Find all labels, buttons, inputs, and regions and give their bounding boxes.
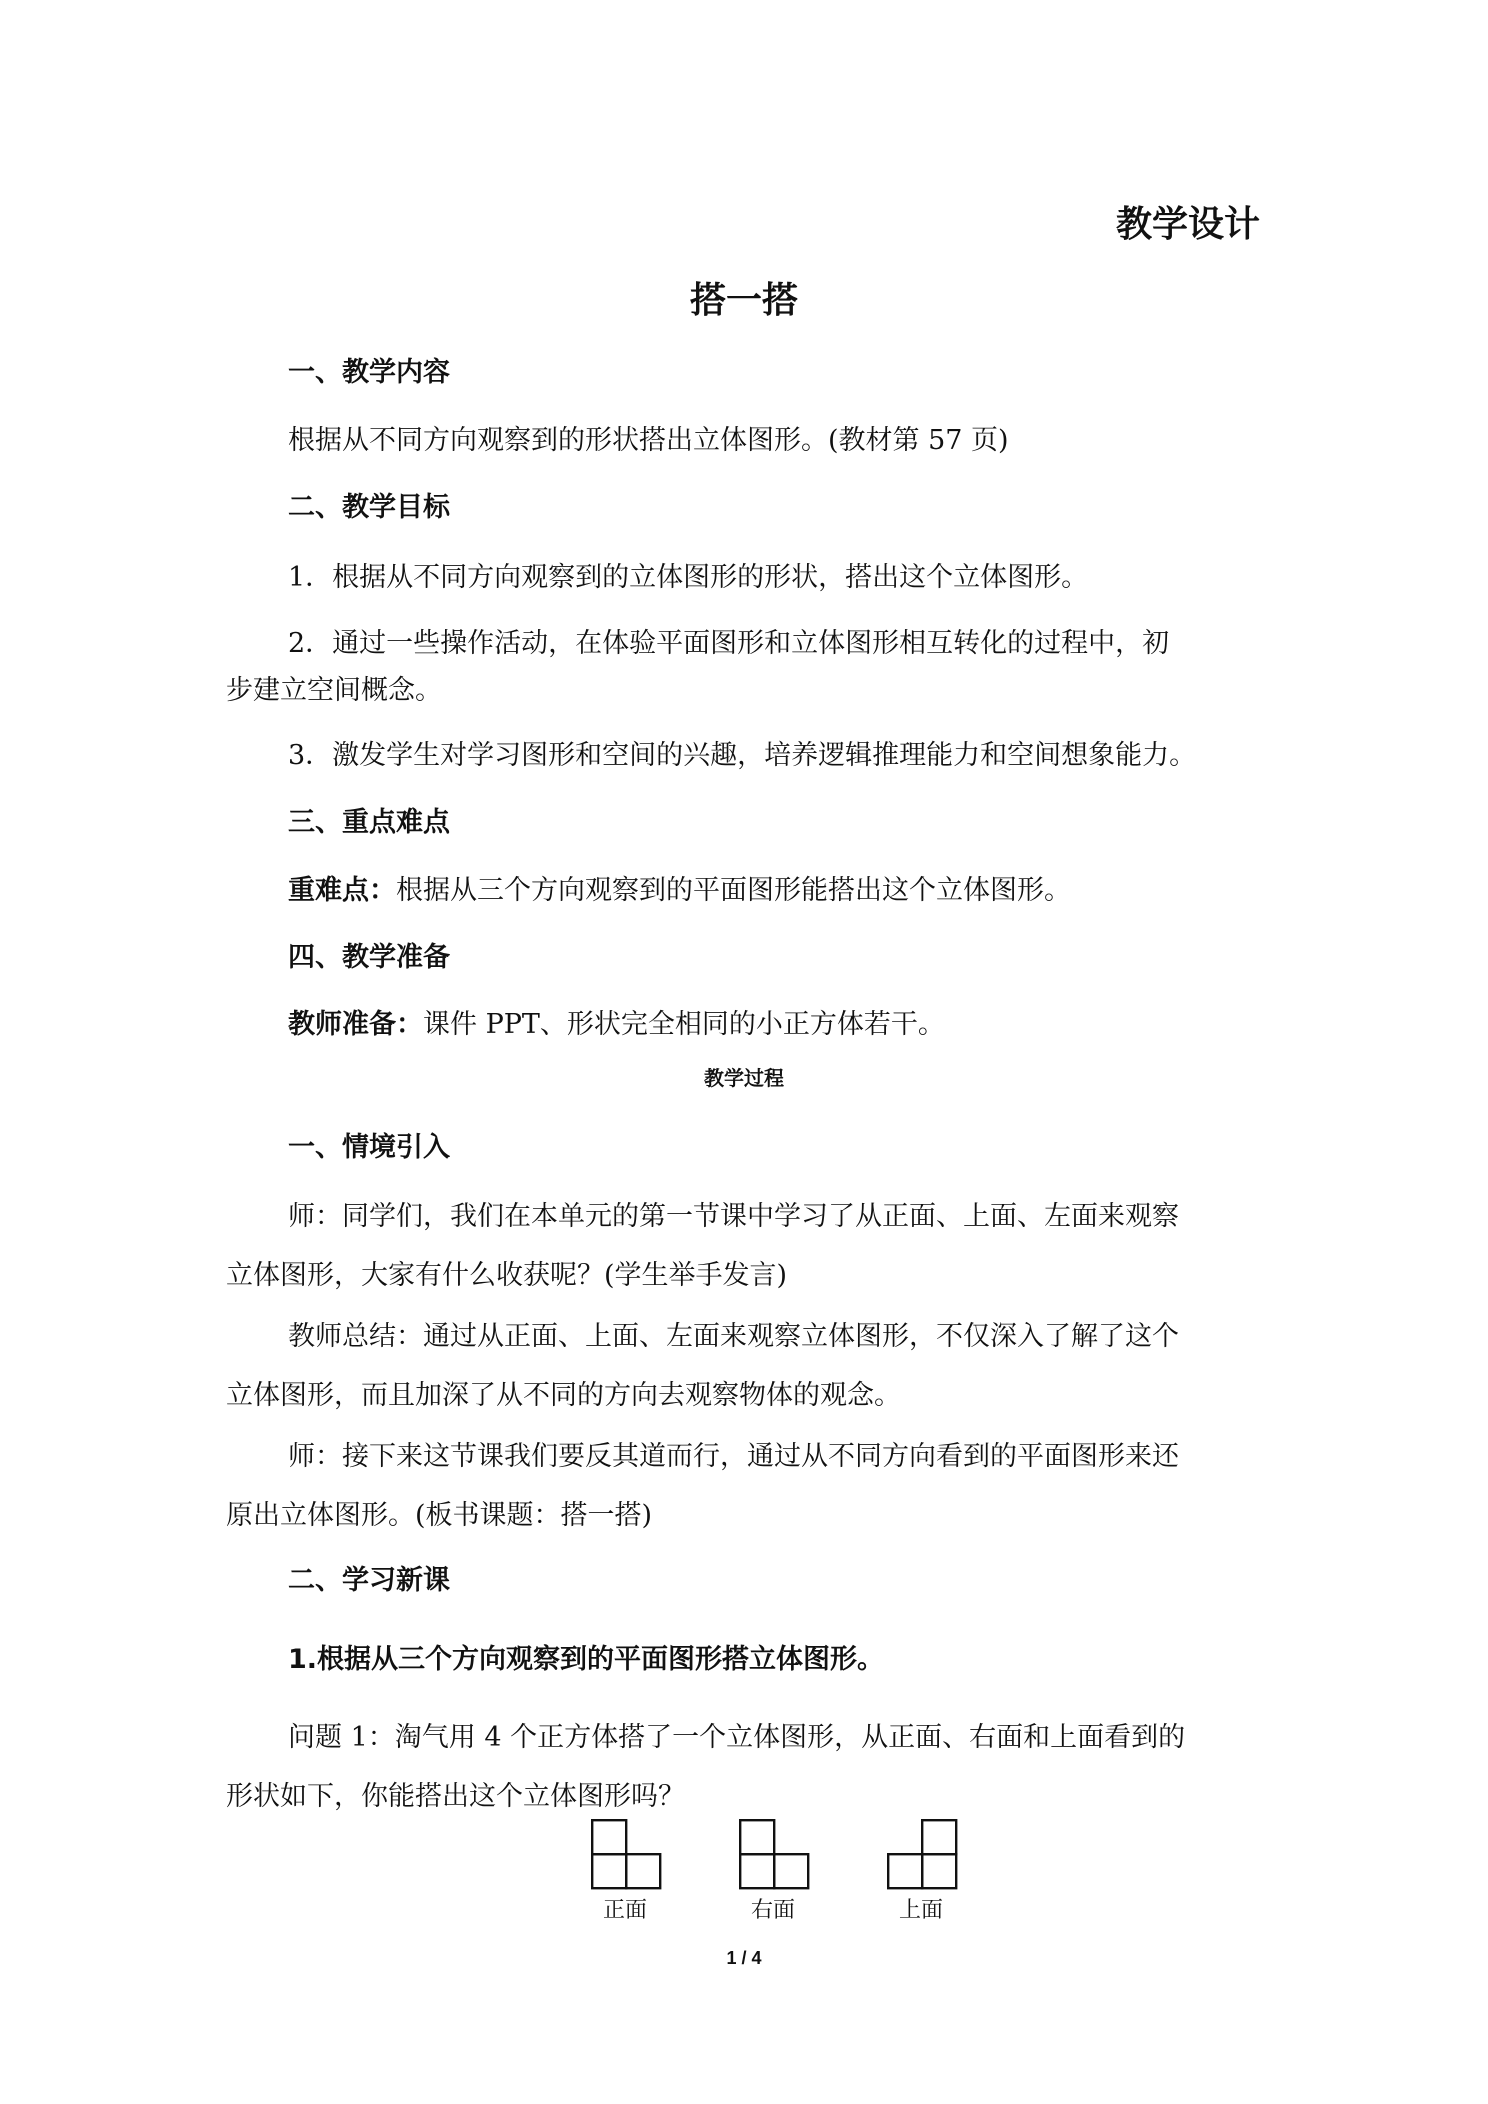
key-points-body (288, 868, 1071, 907)
intro-line-4: 立体图形，而且加深了从不同的方向去观察物体的观念。 (226, 1380, 901, 1411)
section-heading-preparation: 四、教学准备 (288, 942, 450, 973)
front-view-label: 正面 (602, 1898, 647, 1923)
top-view-label: 上面 (898, 1898, 943, 1923)
intro-line-2: 立体图形，大家有什么收获呢？(学生举手发言) (226, 1260, 788, 1291)
right-view-figure (739, 1819, 811, 1891)
page-number: 1 / 4 (726, 1948, 762, 1968)
key-points-text: 根据从三个方向观察到的平面图形能搭出这个立体图形。 (396, 875, 1071, 906)
process-title: 教学过程 (704, 1066, 784, 1090)
preparation-text: 课件 PPT、形状完全相同的小正方体若干。 (423, 1009, 945, 1040)
preparation-body (288, 1002, 945, 1041)
section-body-content: 根据从不同方向观察到的形状搭出立体图形。(教材第 57 页) (288, 425, 1009, 456)
part-heading-intro: 一、情境引入 (288, 1132, 450, 1163)
intro-line-5: 师：接下来这节课我们要反其道而行，通过从不同方向看到的平面图形来还 (288, 1441, 1179, 1472)
top-view-figure (887, 1819, 959, 1891)
right-view-label: 右面 (750, 1898, 795, 1923)
goal-item-2: 2．通过一些操作活动，在体验平面图形和立体图形相互转化的过程中，初 (288, 628, 1170, 659)
problem-line-2: 形状如下，你能搭出这个立体图形吗？ (226, 1781, 685, 1812)
intro-line-6: 原出立体图形。(板书课题：搭一搭) (226, 1500, 653, 1531)
preparation-lead: 教师准备： (288, 1009, 423, 1040)
goal-item-1: 1．根据从不同方向观察到的立体图形的形状，搭出这个立体图形。 (288, 562, 1089, 593)
intro-line-3: 教师总结：通过从正面、上面、左面来观察立体图形，不仅深入了解了这个 (288, 1321, 1179, 1352)
intro-line-1: 师：同学们，我们在本单元的第一节课中学习了从正面、上面、左面来观察 (288, 1201, 1179, 1232)
key-points-lead: 重难点： (288, 875, 396, 906)
section-heading-key-points: 三、重点难点 (288, 807, 450, 838)
lesson-title: 搭一搭 (689, 279, 798, 321)
new-lesson-subheading: 1.根据从三个方向观察到的平面图形搭立体图形。 (288, 1644, 885, 1675)
goal-item-2-cont: 步建立空间概念。 (226, 675, 442, 706)
goal-item-3: 3．激发学生对学习图形和空间的兴趣，培养逻辑推理能力和空间想象能力。 (288, 740, 1197, 771)
problem-line-1: 问题 1：淘气用 4 个正方体搭了一个立体图形，从正面、右面和上面看到的 (288, 1722, 1186, 1753)
section-heading-content: 一、教学内容 (288, 357, 450, 388)
part-heading-new-lesson: 二、学习新课 (288, 1565, 450, 1596)
section-heading-goals: 二、教学目标 (288, 492, 450, 523)
document-type-label: 教学设计 (1115, 204, 1260, 245)
front-view-figure (591, 1819, 663, 1891)
